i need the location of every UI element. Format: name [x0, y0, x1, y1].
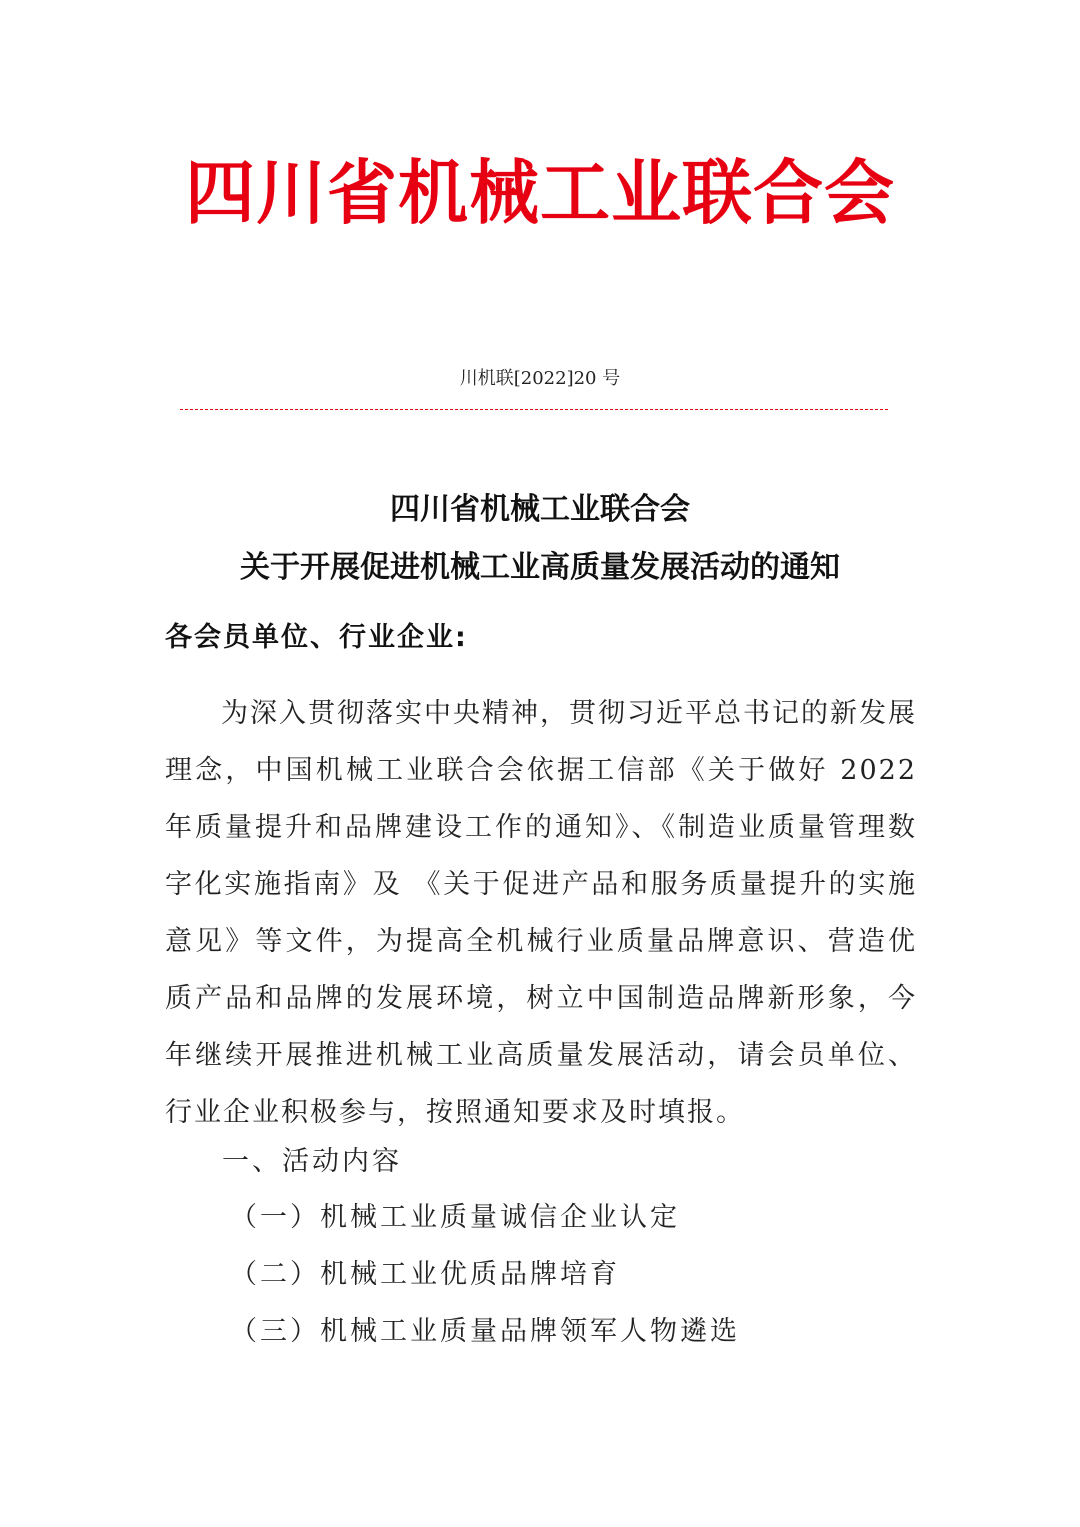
masthead-org-name: 四川省机械工业联合会: [185, 151, 895, 234]
document-title-line-1: 四川省机械工业联合会: [390, 492, 690, 527]
salutation: 各会员单位、行业企业:: [165, 622, 468, 653]
red-divider-line: [180, 409, 888, 410]
section-item: （二）机械工业优质品牌培育: [230, 1259, 620, 1290]
section-heading: 一、活动内容: [222, 1146, 402, 1177]
section-item: （一）机械工业质量诚信企业认定: [230, 1202, 680, 1233]
document-title-line-2: 关于开展促进机械工业高质量发展活动的通知: [240, 550, 840, 585]
body-paragraph-1: 为深入贯彻落实中央精神，贯彻习近平总书记的新发展理念，中国机械工业联合会依据工信部《关于做好 2022 年质量提升和品牌建设工作的通知》、《制造业质量管理数字化实施指南》及 《关于促进产品和服务质量提升的实施意见》等文件，为提高全机械行业质量品牌意识、营造优质产品和品牌的发展环境，树立中国制造品牌新形象，今年继续开展推进机械工业高质量发展活动，请会员单位、行业企业积极参与，按照通知要求及时填报。: [165, 698, 917, 1128]
document-number: 川机联[2022]20 号: [459, 368, 621, 389]
section-item: （三）机械工业质量品牌领军人物遴选: [230, 1316, 740, 1347]
